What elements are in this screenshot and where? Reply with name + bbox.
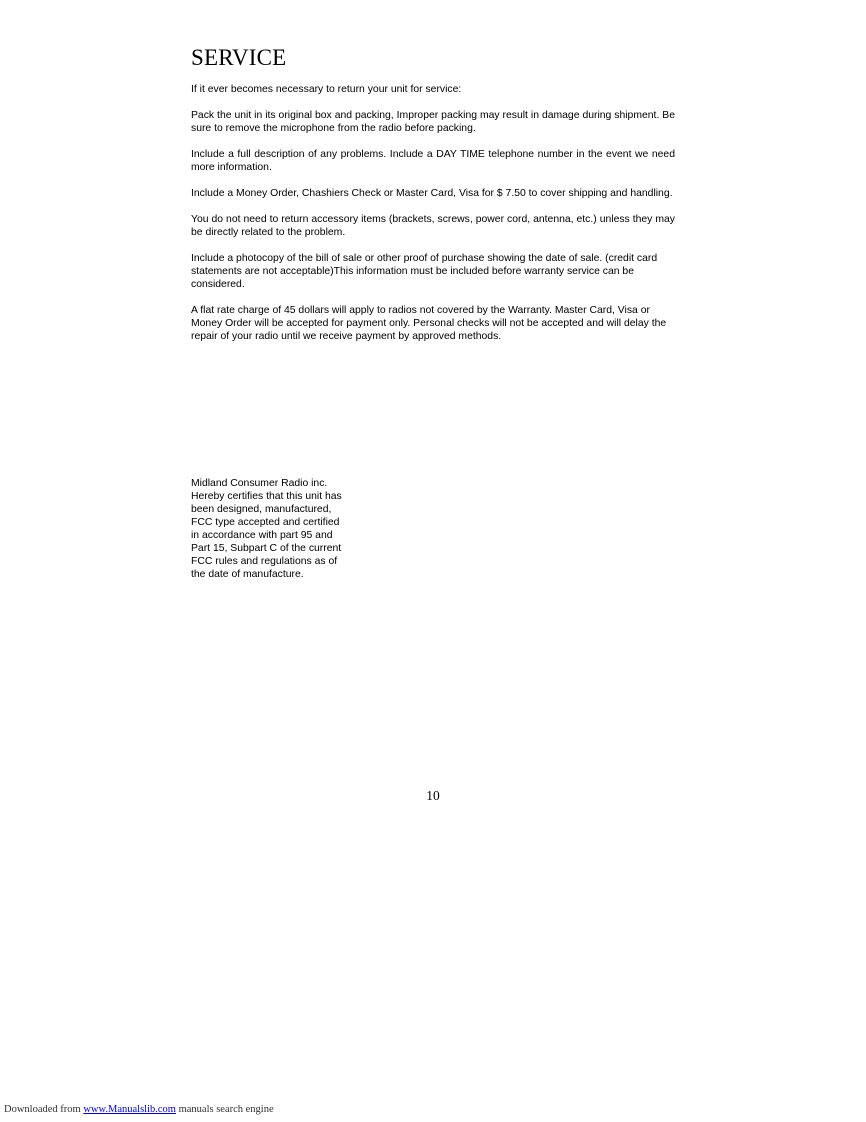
certification-line: Midland Consumer Radio inc. (191, 478, 328, 489)
section-heading: SERVICE (191, 45, 287, 70)
intro-paragraph: If it ever becomes necessary to return your unit for service: (191, 84, 462, 95)
footer-prefix: Downloaded from (4, 1104, 81, 1115)
flat-rate-paragraph: A flat rate charge of 45 dollars will apply to radios not covered by the Warranty. Master Card, Visa or Money Order will be accepted for payment only. Personal checks will not be accepted and will delay the repair of your radio until we receive payment by approved methods. (191, 305, 667, 342)
fcc-certification (191, 477, 366, 581)
packing-paragraph: Pack the unit in its original box and packing, Improper packing may result in damage during shipment. Be sure to remove the microphone from the radio before packing. (191, 110, 675, 134)
proof-of-purchase-paragraph: Include a photocopy of the bill of sale or other proof of purchase showing the date of sale. (credit card statements are not acceptable)This information must be included before warranty service can be considered. (191, 253, 658, 290)
download-footer (4, 1103, 274, 1116)
certification-line: in accordance with part 95 and (191, 530, 333, 541)
certification-line: FCC type accepted and certified (191, 517, 340, 528)
service-instructions (191, 84, 675, 357)
accessories-paragraph: You do not need to return accessory items (brackets, screws, power cord, antenna, etc.) unless they may be directly related to the problem. (191, 214, 675, 239)
certification-line: been designed, manufactured, (191, 504, 332, 515)
certification-line: FCC rules and regulations as of (191, 556, 338, 567)
description-paragraph: Include a full description of any problems. Include a DAY TIME telephone number in the event we need more information. (191, 149, 675, 173)
footer-suffix: manuals search engine (178, 1104, 274, 1115)
payment-paragraph: Include a Money Order, Chashiers Check or Master Card, Visa for $ 7.50 to cover shipping and handling. (191, 188, 673, 200)
manualslib-link[interactable]: www.Manualslib.com (83, 1104, 176, 1115)
certification-line: Part 15, Subpart C of the current (191, 543, 342, 554)
page-number: 10 (426, 788, 440, 803)
certification-line: the date of manufacture. (191, 569, 304, 580)
certification-line: Hereby certifies that this unit has (191, 491, 342, 502)
